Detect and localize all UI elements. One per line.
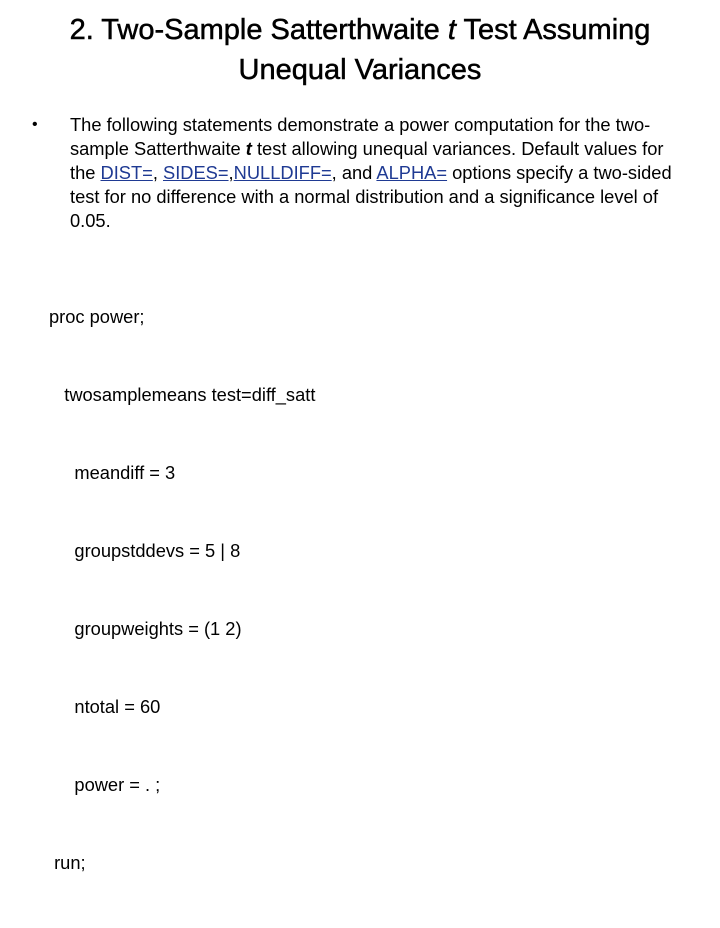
code-line: twosamplemeans test=diff_satt	[49, 384, 316, 405]
slide-body	[32, 113, 682, 233]
alpha-link[interactable]: ALPHA=	[376, 162, 448, 183]
title-text: Test Assuming	[455, 14, 651, 46]
title-line-1	[20, 10, 700, 50]
nulldiff-link[interactable]: NULLDIFF=	[233, 162, 332, 183]
code-line: groupweights = (1 2)	[49, 618, 242, 639]
code-line: power = . ;	[49, 774, 161, 795]
code-block	[49, 252, 315, 928]
sides-link[interactable]: SIDES=	[163, 162, 229, 183]
bullet-segment: and	[336, 162, 377, 183]
title-line-2: Unequal Variances	[238, 54, 482, 86]
slide-title	[20, 10, 700, 90]
bullet-marker: •	[32, 116, 38, 133]
bullet-segment: test allowing unequal variances. Default values for the	[70, 138, 664, 183]
bullet-segment: The following statements demonstrate a power computation for the two-sample Satterthwaite	[70, 114, 651, 159]
dist-link[interactable]: DIST=	[100, 162, 153, 183]
separator: ,	[331, 162, 337, 183]
code-line: ntotal = 60	[49, 696, 161, 717]
title-text: 2. Two-Sample Satterthwaite	[69, 14, 448, 46]
separator: ,	[228, 162, 234, 183]
bullet-segment: options specify a two-sided test for no difference with a normal distribution and a significance level of 0.05.	[70, 162, 672, 231]
code-line: run;	[49, 852, 86, 873]
separator: ,	[152, 162, 163, 183]
bullet-item	[32, 113, 682, 233]
code-line: meandiff = 3	[49, 462, 176, 483]
code-line: groupstddevs = 5 | 8	[49, 540, 241, 561]
bullet-text	[70, 113, 682, 233]
bold-italic-t: t	[245, 138, 252, 159]
code-line: proc power;	[49, 306, 145, 327]
title-italic-t: t	[447, 14, 456, 46]
